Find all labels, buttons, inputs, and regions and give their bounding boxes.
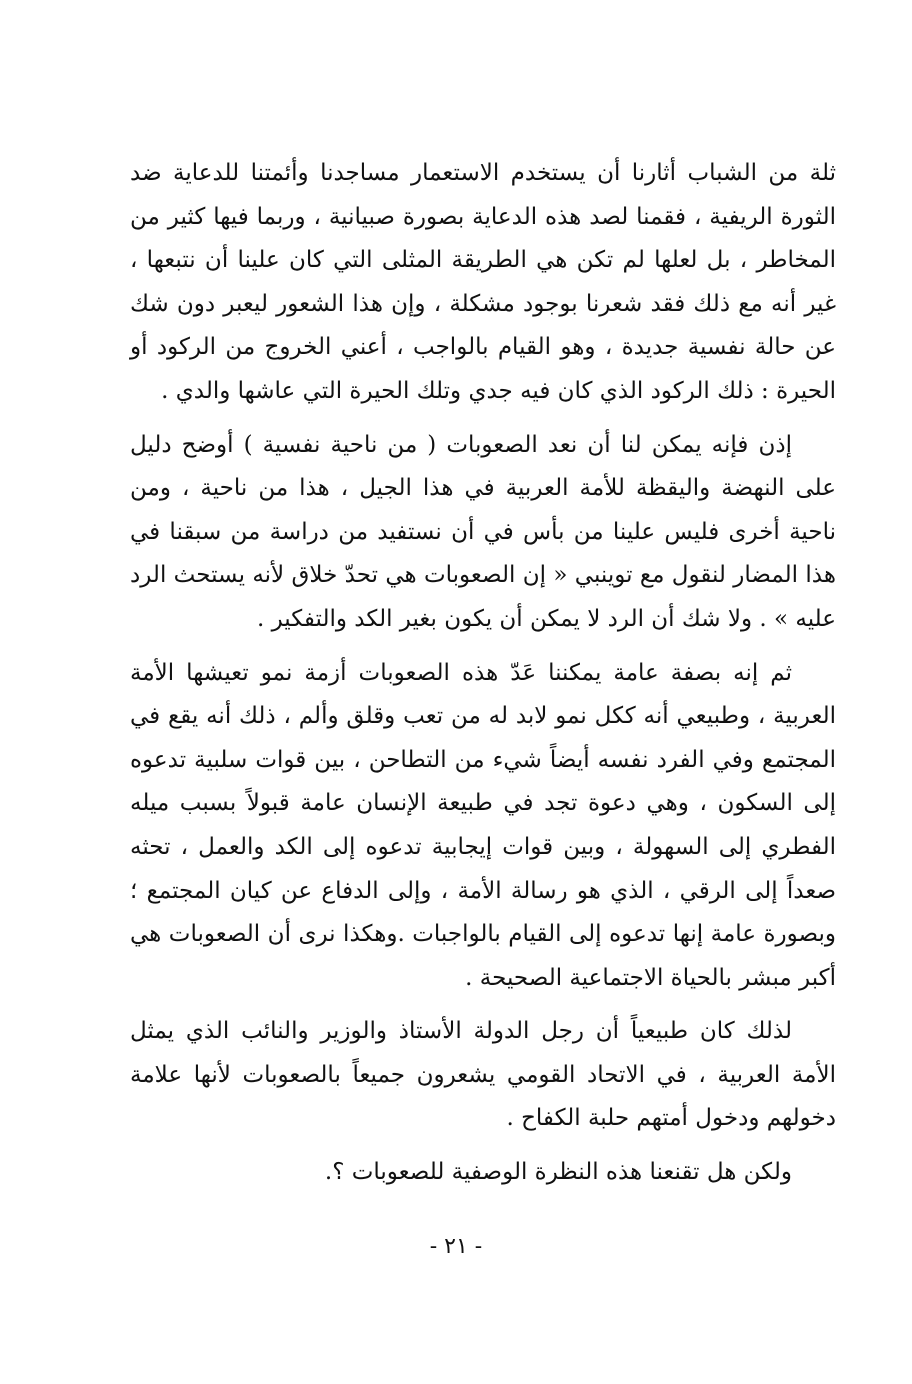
paragraph-3: ثم إنه بصفة عامة يمكننا عَدّ هذه الصعوبات أزمة نمو تعيشها الأمة العربية ، وطبيعي أنه ككل نمو لابد له من تعب وقلق وألم ، ذلك أنه يقع في المجتمع وفي الفرد نفسه أيضاً شيء من التطاحن ، بين قوات سلبية تدعوه إلى السكون ، وهي دعوة تجد في طبيعة الإنسان عامة قبولاً بسبب ميله الفطري إلى السهولة ، وبين قوات إيجابية تدعوه إلى الكد والعمل ، تحثه صعداً إلى الرقي ، الذي هو رسالة الأمة ، وإلى الدفاع عن كيان المجتمع ؛ وبصورة عامة إنها تدعوه إلى القيام بالواجبات .وهكذا نرى أن الصعوبات هي أكبر مبشر بالحياة الاجتماعية الصحيحة .	[130, 659, 836, 991]
paragraph-5: ولكن هل تقنعنا هذه النظرة الوصفية للصعوبات ؟.	[324, 1159, 792, 1186]
page-body	[130, 152, 836, 1205]
paragraph-4: لذلك كان طبيعياً أن رجل الدولة الأستاذ والوزير والنائب الذي يمثل الأمة العربية ، في الاتحاد القومي يشعرون جميعاً بالصعوبات لأنها علامة دخولهم ودخول أمتهم حلبة الكفاح .	[130, 1018, 836, 1132]
page-number: - ٢١ -	[429, 1234, 483, 1259]
paragraph-1: ثلة من الشباب أثارنا أن يستخدم الاستعمار مساجدنا وأئمتنا للدعاية ضد الثورة الريفية ، فقمنا لصد هذه الدعاية بصورة صبيانية ، وربما فيها كثير من المخاطر ، بل لعلها لم تكن هي الطريقة المثلى التي كان علينا أن نتبعها ، غير أنه مع ذلك فقد شعرنا بوجود مشكلة ، وإن هذا الشعور ليعبر دون شك عن حالة نفسية جديدة ، وهو القيام بالواجب ، أعني الخروج من الركود أو الحيرة : ذلك الركود الذي كان فيه جدي وتلك الحيرة التي عاشها والدي .	[130, 160, 836, 404]
paragraph-2: إذن فإنه يمكن لنا أن نعد الصعوبات ( من ناحية نفسية ) أوضح دليل على النهضة واليقظة للأمة العربية في هذا الجيل ، هذا من ناحية ، ومن ناحية أخرى فليس علينا من بأس في أن نستفيد من دراسة من سبقنا في هذا المضار لنقول مع توينبي « إن الصعوبات هي تحدّ خلاق لأنه يستحث الرد عليه » . ولا شك أن الرد لا يمكن أن يكون بغير الكد والتفكير .	[130, 431, 836, 632]
